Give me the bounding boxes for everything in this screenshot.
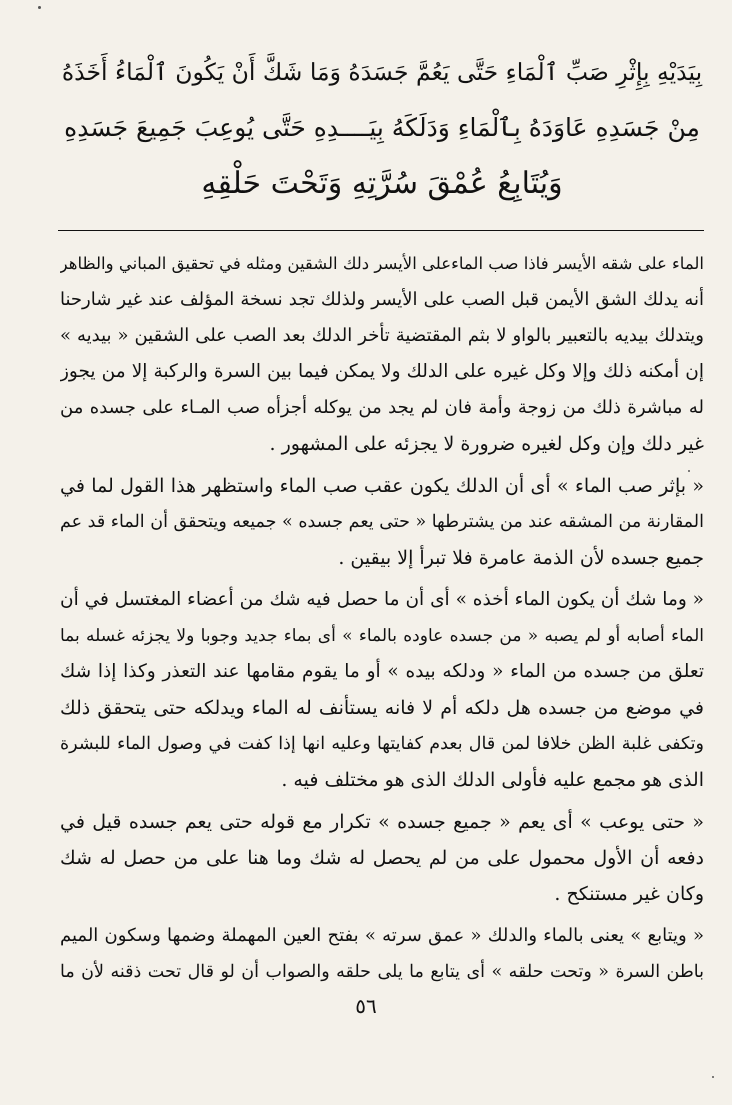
commentary-paragraph bbox=[60, 582, 704, 798]
commentary-line: له مباشرة ذلك من زوجة وأمة فان لم يجد من يوكله أجزأه صب المـاء على جسده من bbox=[60, 397, 704, 418]
commentary-paragraph bbox=[60, 246, 704, 462]
commentary-paragraph bbox=[60, 468, 704, 576]
matn-line: وَيُتَابِعُ عُمْقَ سُرَّتِهِ وَتَحْتَ حَلْقِهِ bbox=[201, 166, 563, 201]
commentary-line: الذى هو مجمع عليه فأولى الدلك الذى هو مختلف فيه . bbox=[281, 769, 704, 791]
matn-line: بِيَدَيْهِ بِإِثْرِ صَبِّ ٱلْمَاءِ حَتَّى يَعُمَّ جَسَدَهُ وَمَا شَكَّ أَنْ يَكُونَ ٱلْمَاءُ أَخَذَهُ bbox=[61, 58, 703, 86]
commentary-paragraph bbox=[60, 804, 704, 912]
commentary-line: باطن السرة « وتحت حلقه » أى يتابع ما يلى حلقه والصواب أن لو قال تحت ذقنه لأن ما bbox=[60, 962, 704, 982]
commentary-block bbox=[60, 246, 704, 996]
commentary-line: « بإثر صب الماء » أى أن الدلك يكون عقب صب الماء واستظهر هذا القول لما في bbox=[60, 475, 704, 497]
commentary-line: وكان غير مستنكح . bbox=[554, 883, 704, 905]
commentary-line: وتكفى غلبة الظن خلافا لمن قال بعدم كفايتها وعليه انها إذا كفت في وصول الماء للبشرة bbox=[60, 734, 704, 754]
matn-line: مِنْ جَسَدِهِ عَاوَدَهُ بِٱلْمَاءِ وَدَلَكَهُ بِيَــــدِهِ حَتَّى يُوعِبَ جَمِيعَ جَسَدِهِ bbox=[64, 113, 700, 142]
commentary-line: في موضع من جسده هل دلكه أم لا فانه يستأنف له الماء ويدلكه حتى يتحقق ذلك bbox=[60, 697, 704, 719]
commentary-line: الماء أصابه أو لم يصبه « من جسده عاوده بالماء » أى بماء جديد وجوبا ولا يجزئه غسله بما bbox=[60, 626, 704, 646]
commentary-line: جميع جسده لأن الذمة عامرة فلا تبرأ إلا بيقين . bbox=[338, 547, 704, 569]
scan-speck bbox=[688, 470, 690, 472]
commentary-line: الماء على شقه الأيسر فاذا صب الماءعلى الأيسر دلك الشقين ومثله في تحقيق المباني والظاهر bbox=[60, 254, 704, 273]
commentary-line: « حتى يوعب » أى يعم « جميع جسده » تكرار مع قوله حتى يعم جسده قيل في bbox=[60, 811, 704, 833]
page-number: ٥٦ bbox=[355, 994, 377, 1018]
matn-text-block bbox=[60, 44, 704, 212]
scan-speck bbox=[38, 6, 41, 9]
commentary-line: ويتدلك بيديه بالتعبير بالواو لا بثم المقتضية تأخر الدلك بعد الصب على الشقين « بيديه » bbox=[60, 325, 704, 346]
commentary-line: « ويتابع » يعنى بالماء والدلك « عمق سرته » بفتح العين المهملة وضمها وسكون الميم bbox=[60, 925, 704, 946]
commentary-line: تعلق من جسده من الماء « ودلكه بيده » أو ما يقوم مقامها عند التعذر وكذا إذا شك bbox=[60, 661, 704, 682]
commentary-line: دفعه أن الأول محمول على من لم يحصل له شك وما هنا على من حصل له شك bbox=[60, 847, 704, 869]
commentary-line: المقارنة من المشقه عند من يشترطها « حتى يعم جسده » جميعه ويتحقق أن الماء قد عم bbox=[60, 512, 704, 532]
commentary-line: إن أمكنه ذلك وإلا وكل غيره على الدلك ولا يمكن فيما بين السرة والركبة إلا من يجوز bbox=[60, 361, 704, 382]
commentary-line: « وما شك أن يكون الماء أخذه » أى أن ما حصل فيه شك من أعضاء المغتسل في أن bbox=[60, 589, 704, 610]
commentary-line: غير دلك وإن وكل لغيره ضرورة لا يجزئه على المشهور . bbox=[269, 433, 704, 455]
commentary-line: أنه يدلك الشق الأيمن قبل الصب على الأيسر ولذلك تجد نسخة المؤلف عند غير شارحنا bbox=[60, 289, 704, 310]
separator-rule bbox=[58, 230, 704, 231]
commentary-paragraph bbox=[60, 918, 704, 990]
scan-speck bbox=[712, 1076, 714, 1078]
